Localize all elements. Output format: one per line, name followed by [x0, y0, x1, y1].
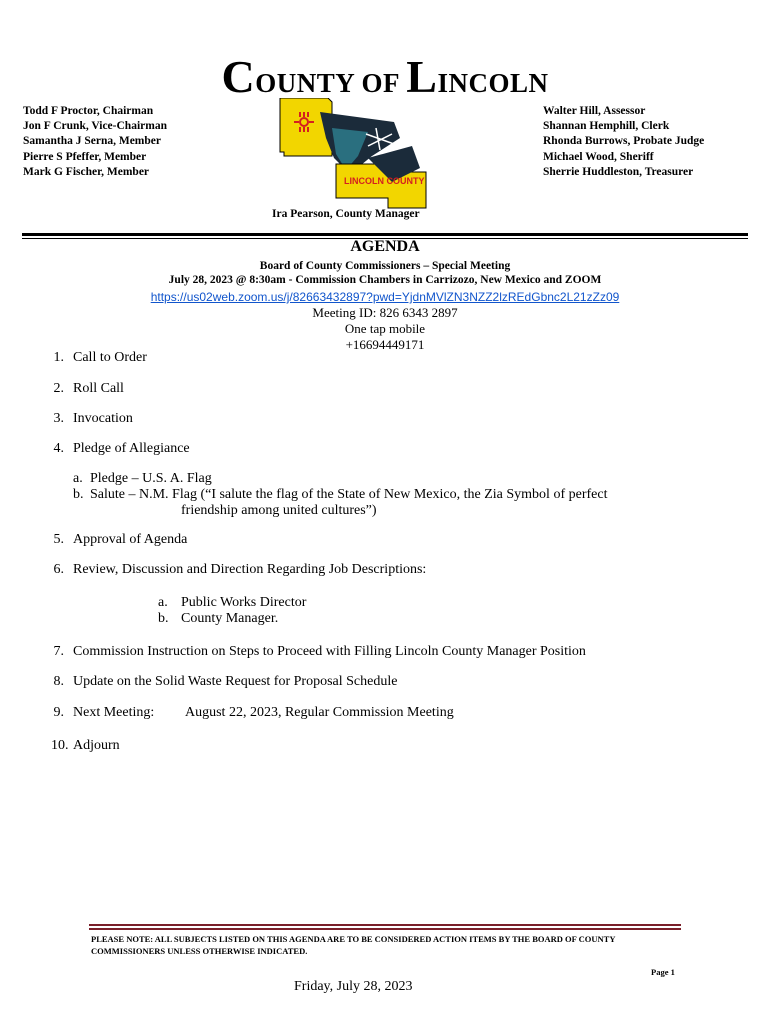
item-text: Approval of Agenda [73, 532, 188, 547]
item-text: Roll Call [73, 381, 124, 396]
title-initial-l: L [406, 51, 438, 102]
meeting-type: Board of County Commissioners – Special Meeting [259, 260, 511, 272]
item-text: Adjourn [73, 738, 120, 753]
item-number: 6. [53, 562, 64, 577]
official-name: Shannan Hemphill, Clerk [543, 120, 670, 133]
sub-item-text: County Manager. [181, 611, 279, 626]
commissioner-name: Jon F Crunk, Vice-Chairman [23, 120, 167, 133]
sub-item [158, 611, 279, 627]
agenda-item [0, 381, 770, 399]
meeting-date-location: July 28, 2023 @ 8:30am - Commission Chambers in Carrizozo, New Mexico and ZOOM [168, 274, 602, 286]
county-title [0, 50, 770, 103]
sub-item-letter: b. [73, 487, 84, 502]
item-number: 9. [53, 705, 64, 720]
item-text: Review, Discussion and Direction Regarding Job Descriptions: [73, 562, 427, 577]
agenda-item [0, 441, 770, 459]
footer-divider-2 [89, 928, 681, 930]
logo-text: LINCOLN COUNTY [344, 176, 425, 186]
item-text: Call to Order [73, 350, 147, 365]
official-name: Sherrie Huddleston, Treasurer [543, 165, 694, 178]
sub-item-text: Salute – N.M. Flag (“I salute the flag of the State of New Mexico, the Zia Symbol of perfect [90, 487, 608, 502]
one-tap-label: One tap mobile [344, 321, 426, 336]
phone-number: +16694449171 [345, 337, 425, 352]
meeting-id: Meeting ID: 826 6343 2897 [312, 305, 458, 320]
agenda-item [0, 532, 770, 550]
sub-item-continuation: friendship among united cultures”) [181, 503, 377, 518]
item-number: 4. [53, 441, 64, 456]
item-text: Invocation [73, 411, 133, 426]
official-name: Walter Hill, Assessor [543, 105, 646, 117]
item-text: Update on the Solid Waste Request for Proposal Schedule [73, 674, 398, 689]
item-text: Next Meeting: [73, 705, 155, 720]
footer-divider [89, 924, 681, 926]
page-number: Page 1 [651, 967, 675, 977]
agenda-item [0, 562, 770, 580]
county-logo [276, 98, 444, 210]
sub-item-text: Public Works Director [181, 595, 307, 610]
sub-item [158, 595, 307, 611]
sub-item [73, 487, 608, 503]
commissioner-name: Mark G Fischer, Member [23, 165, 150, 178]
item-number: 3. [53, 411, 64, 426]
item-number: 10. [51, 738, 69, 753]
sub-item-text: Pledge – U.S. A. Flag [90, 471, 212, 486]
zoom-link[interactable]: https://us02web.zoom.us/j/82663432897?pwd=YjdnMVlZN3NZZ2lzREdGbnc2L21zZz09 [150, 290, 620, 304]
item-number: 5. [53, 532, 64, 547]
commissioner-name: Pierre S Pfeffer, Member [23, 150, 147, 163]
official-name: Rhonda Burrows, Probate Judge [543, 135, 705, 148]
agenda-item [0, 644, 770, 662]
agenda-item [0, 350, 770, 368]
item-number: 7. [53, 644, 64, 659]
agenda-item [0, 411, 770, 429]
agenda-item [0, 705, 770, 723]
officials-list [543, 104, 704, 180]
footer-date: Friday, July 28, 2023 [294, 979, 413, 994]
sub-item [73, 471, 212, 487]
title-part-ounty-of: OUNTY OF [255, 68, 407, 98]
commissioners-list [23, 104, 167, 180]
item-text: Pledge of Allegiance [73, 441, 190, 456]
item-number: 8. [53, 674, 64, 689]
agenda-item [0, 738, 770, 756]
official-name: Michael Wood, Sheriff [543, 150, 654, 163]
title-initial-c: C [221, 51, 256, 102]
item-text: Commission Instruction on Steps to Proceed with Filling Lincoln County Manager Position [73, 644, 586, 659]
next-meeting-detail: August 22, 2023, Regular Commission Meeting [185, 705, 454, 720]
item-number: 1. [53, 350, 64, 365]
item-number: 2. [53, 381, 64, 396]
sub-item-letter: a. [73, 471, 83, 486]
agenda-heading: AGENDA [350, 238, 420, 255]
sub-item-letter: a. [158, 595, 168, 610]
agenda-item [0, 674, 770, 692]
commissioner-name: Todd F Proctor, Chairman [23, 105, 154, 117]
commissioner-name: Samantha J Serna, Member [23, 135, 161, 148]
sub-item-letter: b. [158, 611, 169, 626]
header-divider [22, 233, 748, 236]
action-items-note: PLEASE NOTE: ALL SUBJECTS LISTED ON THIS AGENDA ARE TO BE CONSIDERED ACTION ITEMS BY THE BOARD OF COUNTY COMMISSIONERS UNLESS OTHERWISE INDICATED. [91, 934, 616, 956]
title-part-incoln: INCOLN [437, 68, 549, 98]
county-manager: Ira Pearson, County Manager [272, 208, 420, 220]
